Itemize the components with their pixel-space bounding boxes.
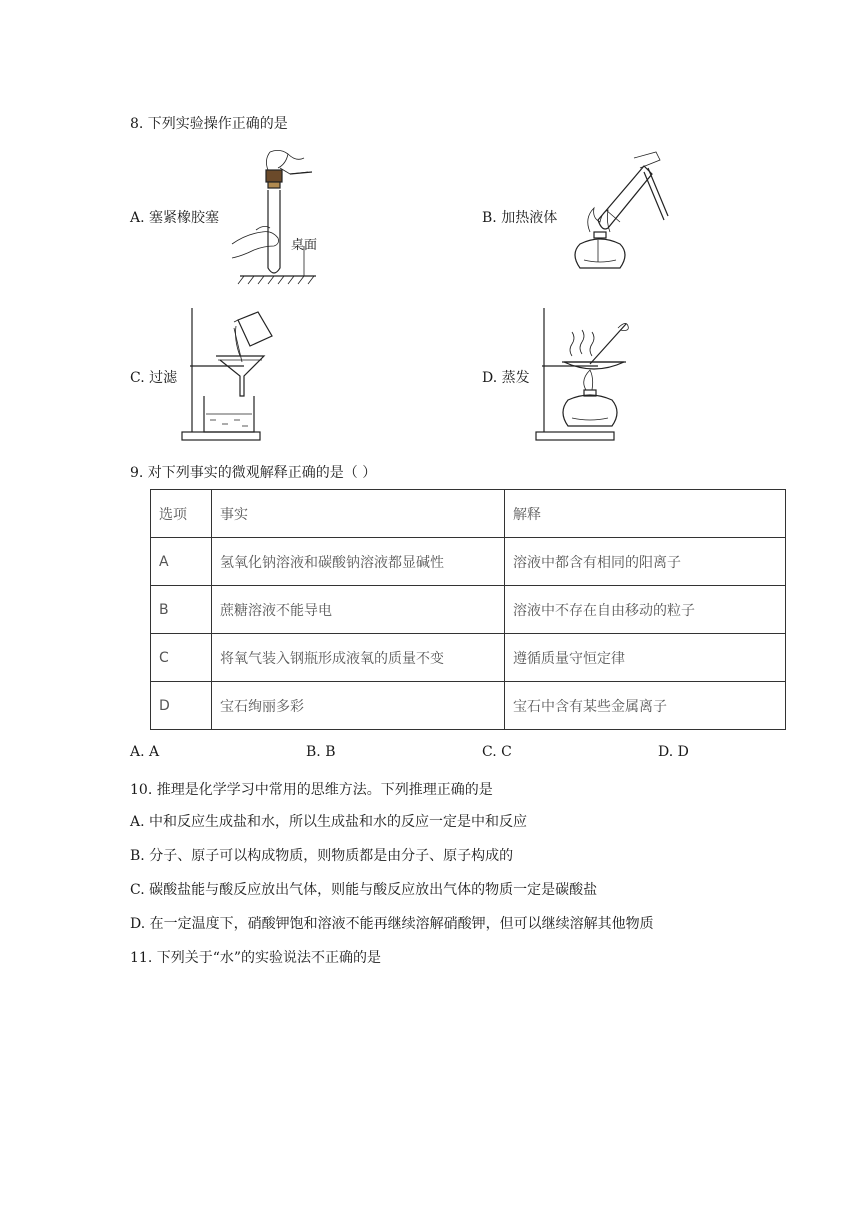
question-8-stem: 8. 下列实验操作正确的是 [130,116,288,132]
question-10-stem: 10. 推理是化学学习中常用的思维方法。下列推理正确的是 [130,782,493,798]
table-header-cell: 事实 [212,490,505,538]
q9-choice-a: A. A [130,744,160,760]
table-cell: C [151,634,212,682]
table-header-cell: 选项 [151,490,212,538]
table-row [151,682,786,730]
q10-option-c: C. 碳酸盐能与酸反应放出气体，则能与酸反应放出气体的物质一定是碳酸盐 [130,882,598,898]
figure-a-table-label: 桌面 [291,238,318,253]
table-row [151,538,786,586]
q10-option-b: B. 分子、原子可以构成物质，则物质都是由分子、原子构成的 [130,848,514,864]
q9-choice-c: C. C [482,744,512,760]
table-cell: 将氧气装入钢瓶形成液氧的质量不变 [212,634,505,682]
q9-choice-b: B. B [306,744,336,760]
question-11-stem: 11. 下列关于“水”的实验说法不正确的是 [130,950,382,966]
table-cell: 溶液中都含有相同的阳离子 [505,538,786,586]
table-cell: B [151,586,212,634]
option-d-label: D. 蒸发 [482,370,530,386]
figure-c-filtration-illustration [180,306,280,442]
table-row [151,586,786,634]
table-cell: 蔗糖溶液不能导电 [212,586,505,634]
table-header-cell: 解释 [505,490,786,538]
q10-option-a: A. 中和反应生成盐和水，所以生成盐和水的反应一定是中和反应 [130,814,528,830]
option-c-label: C. 过滤 [130,370,178,386]
table-header-row [151,490,786,538]
figure-b-heating-illustration [560,148,670,276]
option-b-label: B. 加热液体 [482,210,558,226]
table-cell: 宝石绚丽多彩 [212,682,505,730]
facts-table [150,489,786,730]
option-a-label: A. 塞紧橡胶塞 [130,210,220,226]
figure-d-evaporation-illustration [532,306,652,442]
q9-choice-d: D. D [658,744,689,760]
table-cell: 宝石中含有某些金属离子 [505,682,786,730]
q10-option-d: D. 在一定温度下，硝酸钾饱和溶液不能再继续溶解硝酸钾，但可以继续溶解其他物质 [130,916,654,932]
table-row [151,634,786,682]
table-cell: 氢氧化钠溶液和碳酸钠溶液都显碱性 [212,538,505,586]
table-cell: D [151,682,212,730]
table-cell: A [151,538,212,586]
table-cell: 遵循质量守恒定律 [505,634,786,682]
figure-a-stopper-illustration [230,148,325,286]
question-9-stem: 9. 对下列事实的微观解释正确的是（ ） [130,465,377,481]
table-cell: 溶液中不存在自由移动的粒子 [505,586,786,634]
